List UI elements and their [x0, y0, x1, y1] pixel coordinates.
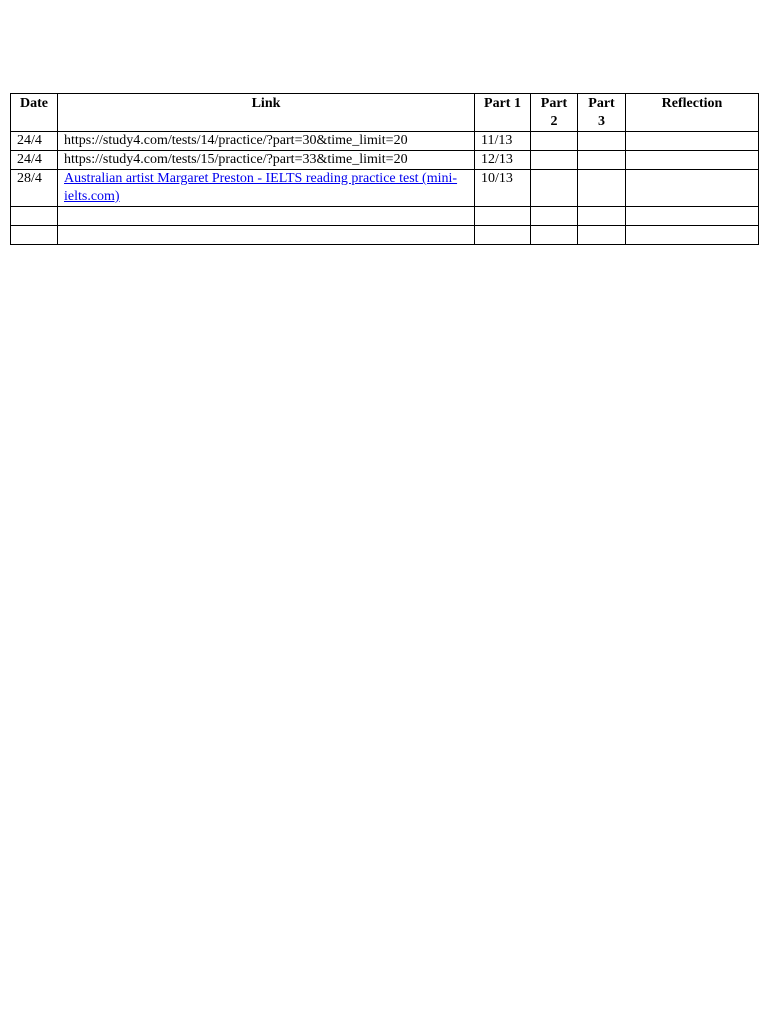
cell-link [58, 207, 475, 226]
cell-date: 24/4 [11, 132, 58, 151]
header-date: Date [11, 94, 58, 132]
cell-link [58, 132, 475, 151]
header-link: Link [58, 94, 475, 132]
cell-reflection [626, 170, 759, 207]
cell-reflection [626, 132, 759, 151]
cell-part-1: 10/13 [475, 170, 531, 207]
cell-link [58, 170, 475, 207]
cell-reflection [626, 151, 759, 170]
header-part-2: Part 2 [531, 94, 578, 132]
cell-link [58, 226, 475, 245]
cell-link [58, 151, 475, 170]
cell-part-3 [578, 151, 626, 170]
cell-part-1: 11/13 [475, 132, 531, 151]
cell-part-2 [531, 207, 578, 226]
cell-part-2 [531, 226, 578, 245]
cell-date [11, 226, 58, 245]
header-part-3: Part 3 [578, 94, 626, 132]
cell-part-1 [475, 226, 531, 245]
table-row [11, 207, 759, 226]
cell-part-1: 12/13 [475, 151, 531, 170]
table-row [11, 132, 759, 151]
cell-part-2 [531, 151, 578, 170]
cell-part-3 [578, 170, 626, 207]
link-url-text: https://study4.com/tests/14/practice/?part=30&time_limit=20 [64, 133, 408, 148]
link-url-text: https://study4.com/tests/15/practice/?part=33&time_limit=20 [64, 152, 408, 167]
cell-date: 28/4 [11, 170, 58, 207]
cell-date: 24/4 [11, 151, 58, 170]
cell-part-2 [531, 132, 578, 151]
practice-log-table [10, 93, 759, 245]
table-header-row [11, 94, 759, 132]
header-part-1: Part 1 [475, 94, 531, 132]
table-row [11, 226, 759, 245]
cell-part-2 [531, 170, 578, 207]
header-reflection: Reflection [626, 94, 759, 132]
cell-part-1 [475, 207, 531, 226]
cell-part-3 [578, 207, 626, 226]
table-row [11, 170, 759, 207]
cell-reflection [626, 226, 759, 245]
cell-part-3 [578, 226, 626, 245]
cell-reflection [626, 207, 759, 226]
table-row [11, 151, 759, 170]
cell-date [11, 207, 58, 226]
cell-part-3 [578, 132, 626, 151]
reading-test-hyperlink[interactable]: Australian artist Margaret Preston - IELTS reading practice test (mini-ielts.com) [64, 171, 458, 204]
